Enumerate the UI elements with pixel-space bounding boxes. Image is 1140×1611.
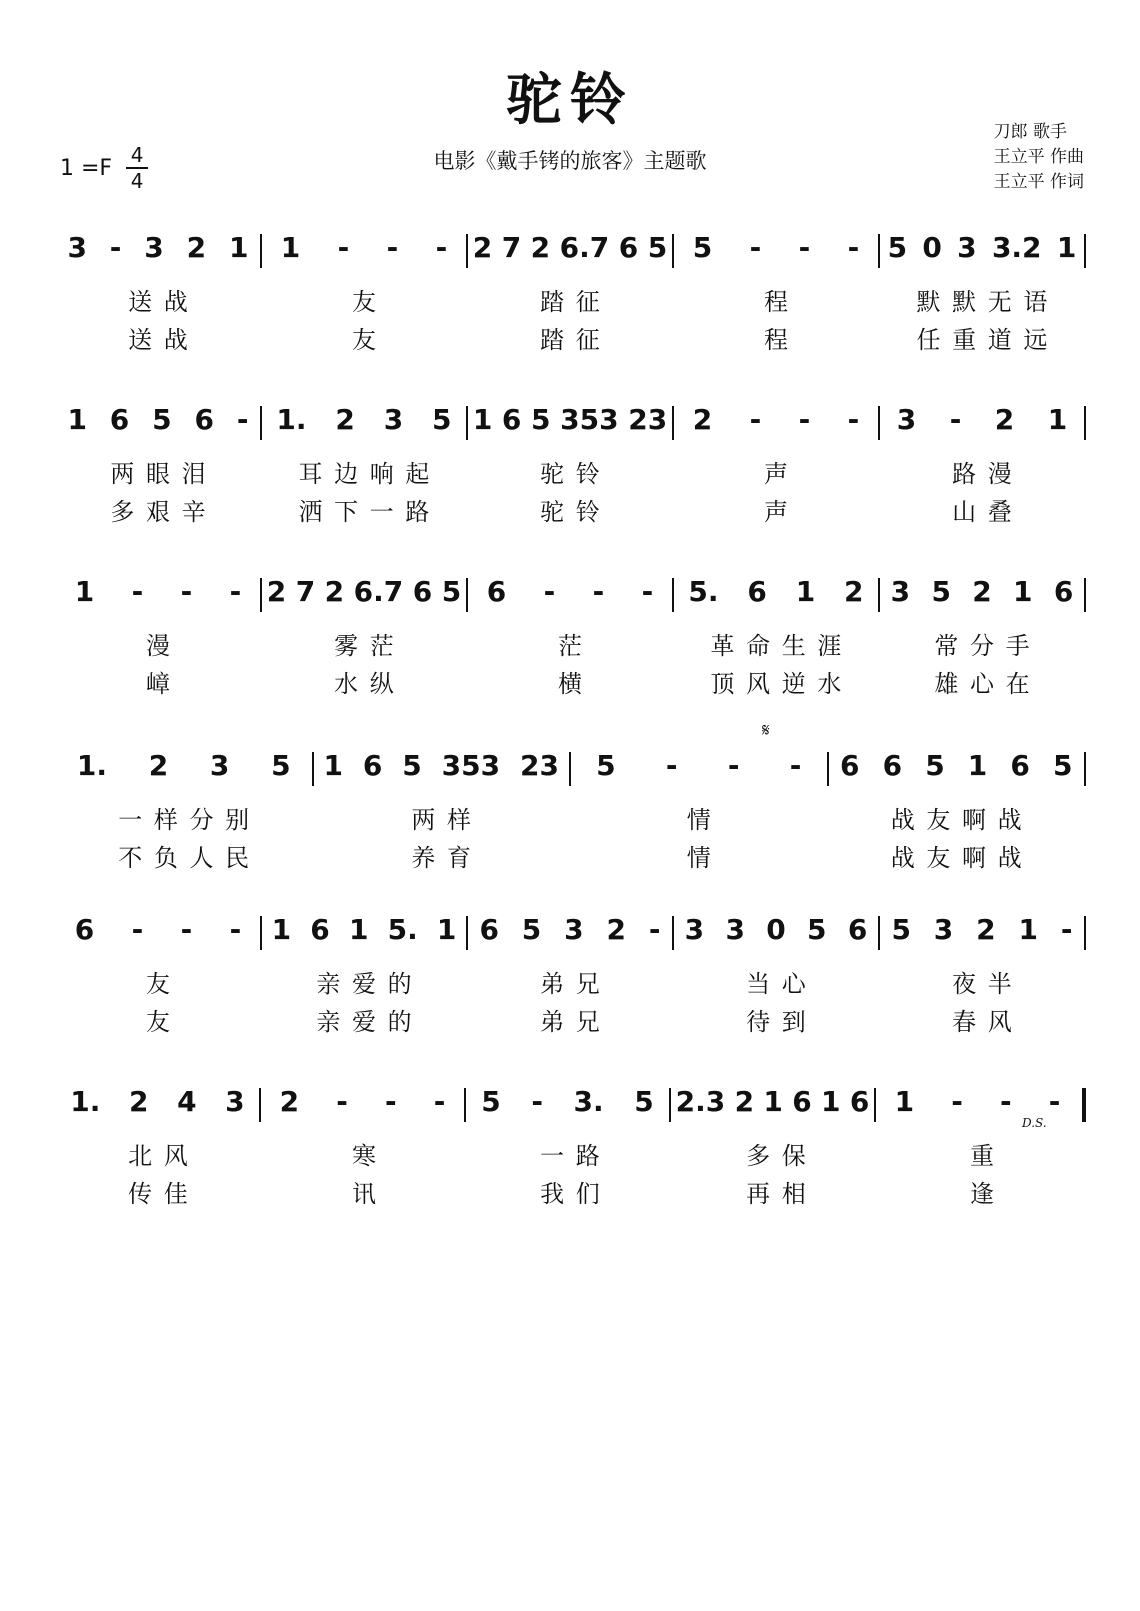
measure-row <box>56 554 1086 620</box>
measure <box>56 1064 259 1130</box>
extension-dash: - <box>229 913 242 946</box>
measure <box>56 210 260 276</box>
credit-singer: 刀郎 歌手 <box>993 122 1067 142</box>
extension-dash: - <box>180 575 193 608</box>
lyric-line-1 <box>56 964 1086 999</box>
song-title: 驼铃 <box>506 68 634 133</box>
note: 3 <box>684 913 705 946</box>
time-bottom: 4 <box>130 169 144 193</box>
system-4 <box>56 728 1086 872</box>
lyric-segment: 路 漫 <box>952 460 1014 488</box>
bar-line <box>1082 1088 1086 1122</box>
note: 0 <box>922 231 942 264</box>
note: 4 <box>177 1085 197 1118</box>
note: 5. <box>387 913 418 946</box>
note: 3.2 <box>991 231 1042 264</box>
lyric-segment: 不 负 人 民 <box>118 844 252 872</box>
extension-dash: - <box>798 403 811 436</box>
note: 353 <box>441 749 501 782</box>
measure <box>671 1064 874 1130</box>
note: 1 <box>229 231 249 264</box>
note: 3 <box>933 913 954 946</box>
lyric-line-2 <box>56 492 1086 527</box>
note: 23 <box>520 749 560 782</box>
note: 5. <box>688 575 719 608</box>
lyric-segment: 程 <box>764 288 790 316</box>
note: 6 <box>747 575 767 608</box>
lyric-segment: 多 艰 辛 <box>110 498 208 526</box>
lyric-segment: 多 保 <box>746 1142 808 1170</box>
note: 3 <box>564 913 584 946</box>
system-5 <box>56 892 1086 1036</box>
measure <box>56 892 260 958</box>
lyric-segment: 雾 茫 <box>334 632 396 660</box>
lyric-segment: 友 <box>146 1008 172 1036</box>
measure-row <box>56 382 1086 448</box>
lyric-segment: 讯 <box>352 1180 378 1208</box>
measure <box>674 892 878 958</box>
bar-line <box>1084 752 1086 786</box>
lyric-segment: 再 相 <box>746 1180 808 1208</box>
extension-dash: - <box>951 1085 963 1118</box>
note: 7 <box>501 231 522 264</box>
extension-dash: - <box>749 231 762 264</box>
note: 2 <box>279 1085 300 1118</box>
lyric-segment: 夜 半 <box>952 970 1014 998</box>
note: 2 <box>129 1085 149 1118</box>
lyric-segment: 弟 兄 <box>540 1008 602 1036</box>
system-1 <box>56 210 1086 354</box>
note: 6 <box>849 1085 870 1118</box>
lyric-line-1 <box>56 454 1086 489</box>
system-3 <box>56 554 1086 698</box>
measure-row <box>56 892 1086 958</box>
lyric-segment: 踏 征 <box>540 326 602 354</box>
note: 6 <box>362 749 383 782</box>
extension-dash: - <box>131 575 144 608</box>
measure <box>880 210 1084 276</box>
note: 23 <box>628 403 668 436</box>
note: 6 <box>109 403 130 436</box>
note: 5 <box>887 231 908 264</box>
lyric-segment: 横 <box>558 670 584 698</box>
lyric-segment: 亲 爱 的 <box>316 1008 414 1036</box>
lyric-segment: 战 友 啊 战 <box>890 806 1024 834</box>
note: 1. <box>276 403 307 436</box>
lyric-segment: 漫 <box>146 632 172 660</box>
note: 2 <box>472 231 493 264</box>
note: 6 <box>1053 575 1074 608</box>
note: 3 <box>890 575 911 608</box>
note: 1 <box>472 403 493 436</box>
extension-dash: - <box>789 749 802 782</box>
extension-dash: - <box>798 231 811 264</box>
note: 6 <box>618 231 639 264</box>
note: 5 <box>441 575 462 608</box>
measure-row <box>56 728 1086 794</box>
measure <box>56 554 260 620</box>
lyric-segment: 嶂 <box>146 670 172 698</box>
lyric-segment: 逢 <box>970 1180 996 1208</box>
note: 1 <box>967 749 988 782</box>
note: 1 <box>1013 575 1033 608</box>
note: 3 <box>725 913 745 946</box>
extension-dash: - <box>665 749 678 782</box>
note: 5 <box>634 1085 654 1118</box>
note: 5 <box>402 749 422 782</box>
segno-sign: 𝄋 <box>762 720 770 741</box>
measure <box>880 892 1084 958</box>
measure <box>468 210 672 276</box>
note: 1 <box>280 231 301 264</box>
lyric-segment: 当 心 <box>746 970 808 998</box>
note: 2 <box>148 749 169 782</box>
lyric-segment: 两 样 <box>411 806 474 834</box>
extension-dash: - <box>727 749 740 782</box>
note: 1 <box>821 1085 841 1118</box>
lyric-segment: 耳 边 响 起 <box>298 460 432 488</box>
note: 6.7 <box>353 575 404 608</box>
lyric-segment: 亲 爱 的 <box>316 970 414 998</box>
lyric-line-2 <box>56 320 1086 355</box>
lyric-segment: 一 样 分 别 <box>118 806 252 834</box>
measure <box>674 210 878 276</box>
note: 5 <box>647 231 668 264</box>
note: 6 <box>412 575 433 608</box>
note: 6 <box>310 913 330 946</box>
lyric-segment: 送 战 <box>128 288 190 316</box>
lyric-line-1 <box>56 1136 1086 1171</box>
lyric-segment: 程 <box>764 326 790 354</box>
note: 353 <box>560 403 619 436</box>
note: 2 <box>530 231 551 264</box>
measure <box>571 728 827 794</box>
measure <box>674 382 878 448</box>
lyric-line-2 <box>56 664 1086 699</box>
note: 2 <box>266 575 287 608</box>
note: 1 <box>348 913 369 946</box>
lyric-segment: 一 路 <box>540 1142 602 1170</box>
measure <box>262 210 466 276</box>
extension-dash: - <box>131 913 144 946</box>
system-6 <box>56 1064 1086 1208</box>
note: 6 <box>882 749 903 782</box>
note: 5 <box>271 749 291 782</box>
lyric-segment: 我 们 <box>540 1180 602 1208</box>
time-top: 4 <box>130 143 144 167</box>
lyric-segment: 友 <box>352 326 378 354</box>
note: 2 <box>692 403 713 436</box>
note: 1 <box>1056 231 1077 264</box>
extension-dash: - <box>847 403 860 436</box>
lyric-segment: 送 战 <box>128 326 190 354</box>
note: 6.7 <box>559 231 610 264</box>
note: 1 <box>67 403 87 436</box>
note: 2 <box>335 403 355 436</box>
extension-dash: - <box>1060 913 1073 946</box>
measure <box>261 1064 464 1130</box>
note: 5 <box>925 749 945 782</box>
system-2 <box>56 382 1086 526</box>
note: 3 <box>896 403 917 436</box>
note: 5 <box>531 403 551 436</box>
lyric-segment: 待 到 <box>746 1008 808 1036</box>
lyric-line-1 <box>56 626 1086 661</box>
measure-row <box>56 1064 1086 1130</box>
note: 5 <box>521 913 542 946</box>
extension-dash: - <box>1000 1085 1012 1118</box>
note: 5 <box>596 749 616 782</box>
credit-lyricist: 王立平 作词 <box>993 172 1084 192</box>
lyric-segment: 弟 兄 <box>540 970 602 998</box>
bar-line <box>1084 578 1086 612</box>
note: 1. <box>70 1085 101 1118</box>
note: 5 <box>931 575 951 608</box>
measure <box>468 382 672 448</box>
note: 2 <box>994 403 1015 436</box>
measure <box>262 554 466 620</box>
extension-dash: - <box>641 575 654 608</box>
note: 1 <box>323 749 343 782</box>
lyric-segment: 顶 风 逆 水 <box>710 670 844 698</box>
key-label: 1 =F <box>60 155 113 181</box>
lyric-segment: 驼 铃 <box>540 498 602 526</box>
lyric-segment: 茫 <box>558 632 584 660</box>
subtitle: 电影《戴手铐的旅客》主题歌 <box>433 149 707 173</box>
lyric-segment: 友 <box>146 970 172 998</box>
lyric-segment: 革 命 生 涯 <box>710 632 844 660</box>
bar-line <box>1084 234 1086 268</box>
lyric-segment: 友 <box>352 288 378 316</box>
note: 1 <box>436 913 457 946</box>
extension-dash: - <box>385 1085 397 1118</box>
extension-dash: - <box>337 231 350 264</box>
measure <box>56 728 312 794</box>
lyric-segment: 雄 心 在 <box>934 670 1032 698</box>
lyric-segment: 寒 <box>352 1142 378 1170</box>
note: 1 <box>74 575 95 608</box>
lyric-line-1 <box>56 282 1086 317</box>
note: 6 <box>74 913 95 946</box>
note: 3 <box>209 749 230 782</box>
lyric-segment: 常 分 手 <box>934 632 1032 660</box>
note: 6 <box>1010 749 1030 782</box>
measure <box>314 728 570 794</box>
note: 5 <box>1052 749 1073 782</box>
lyric-segment: 传 佳 <box>128 1180 190 1208</box>
measure <box>468 892 672 958</box>
note: 3. <box>573 1085 604 1118</box>
lyric-segment: 洒 下 一 路 <box>298 498 432 526</box>
extension-dash: - <box>109 231 122 264</box>
note: 5 <box>432 403 452 436</box>
extension-dash: - <box>847 231 860 264</box>
lyric-segment: 重 <box>970 1142 996 1170</box>
note: 6 <box>194 403 214 436</box>
extension-dash: - <box>229 575 242 608</box>
extension-dash: - <box>180 913 193 946</box>
lyric-segment: 水 纵 <box>334 670 396 698</box>
note: 5 <box>692 231 713 264</box>
measure <box>880 382 1084 448</box>
note: 2 <box>186 231 207 264</box>
note: 3 <box>67 231 87 264</box>
measure <box>56 382 260 448</box>
note: 1 <box>795 575 816 608</box>
lyric-segment: 北 风 <box>128 1142 190 1170</box>
note: 1. <box>76 749 107 782</box>
ds-marking: D.S. <box>1022 1116 1047 1130</box>
note: 3 <box>144 231 164 264</box>
measure <box>829 728 1085 794</box>
lyric-segment: 战 友 啊 战 <box>890 844 1024 872</box>
measure <box>876 1064 1079 1130</box>
lyric-segment: 山 叠 <box>952 498 1014 526</box>
note: 6 <box>847 913 868 946</box>
extension-dash: - <box>435 231 448 264</box>
extension-dash: - <box>433 1085 446 1118</box>
extension-dash: - <box>749 403 762 436</box>
note: 2 <box>972 575 992 608</box>
note: 1 <box>271 913 292 946</box>
note: 6 <box>479 913 499 946</box>
extension-dash: - <box>386 231 399 264</box>
lyric-segment: 春 风 <box>952 1008 1014 1036</box>
measure <box>880 554 1084 620</box>
note: 2 <box>844 575 864 608</box>
lyric-line-1 <box>56 800 1086 835</box>
extension-dash: - <box>543 575 556 608</box>
note: 2 <box>976 913 996 946</box>
lyric-segment: 驼 铃 <box>540 460 602 488</box>
note: 2 <box>734 1085 755 1118</box>
note: 5 <box>152 403 172 436</box>
bar-line <box>1084 916 1086 950</box>
lyric-line-2 <box>56 1174 1086 1209</box>
note: 6 <box>840 749 860 782</box>
measure <box>262 892 466 958</box>
note: 3 <box>225 1085 245 1118</box>
lyric-segment: 声 <box>764 460 790 488</box>
note: 2 <box>324 575 345 608</box>
lyric-segment: 任 重 道 远 <box>916 326 1050 354</box>
lyric-line-2 <box>56 838 1086 873</box>
note: 7 <box>295 575 316 608</box>
measure <box>674 554 878 620</box>
lyric-line-2 <box>56 1002 1086 1037</box>
lyric-segment: 两 眼 泪 <box>110 460 208 488</box>
extension-dash: - <box>949 403 962 436</box>
note: 1 <box>894 1085 915 1118</box>
lyric-segment: 默 默 无 语 <box>916 288 1050 316</box>
note: 5 <box>481 1085 501 1118</box>
measure <box>262 382 466 448</box>
note: 3 <box>957 231 977 264</box>
note: 2 <box>606 913 626 946</box>
bar-line <box>1084 406 1086 440</box>
extension-dash: - <box>236 403 249 436</box>
note: 0 <box>766 913 786 946</box>
note: 1 <box>1047 403 1068 436</box>
note: 3 <box>383 403 404 436</box>
lyric-segment: 养 育 <box>411 844 474 872</box>
extension-dash: - <box>531 1085 543 1118</box>
note: 2.3 <box>675 1085 726 1118</box>
note: 6 <box>792 1085 812 1118</box>
credits <box>994 120 1084 195</box>
note: 6 <box>501 403 522 436</box>
measure <box>466 1064 669 1130</box>
extension-dash: - <box>648 913 661 946</box>
lyric-segment: 声 <box>764 498 790 526</box>
credit-composer: 王立平 作曲 <box>993 147 1084 167</box>
extension-dash: - <box>1048 1085 1061 1118</box>
note: 1 <box>763 1085 783 1118</box>
note: 6 <box>486 575 507 608</box>
extension-dash: - <box>592 575 605 608</box>
lyric-segment: 情 <box>686 806 713 834</box>
lyric-segment: 踏 征 <box>540 288 602 316</box>
note: 5 <box>807 913 827 946</box>
note: 1 <box>1018 913 1038 946</box>
measure <box>468 554 672 620</box>
note: 5 <box>891 913 911 946</box>
lyric-segment: 情 <box>686 844 713 872</box>
measure-row <box>56 210 1086 276</box>
extension-dash: - <box>336 1085 348 1118</box>
